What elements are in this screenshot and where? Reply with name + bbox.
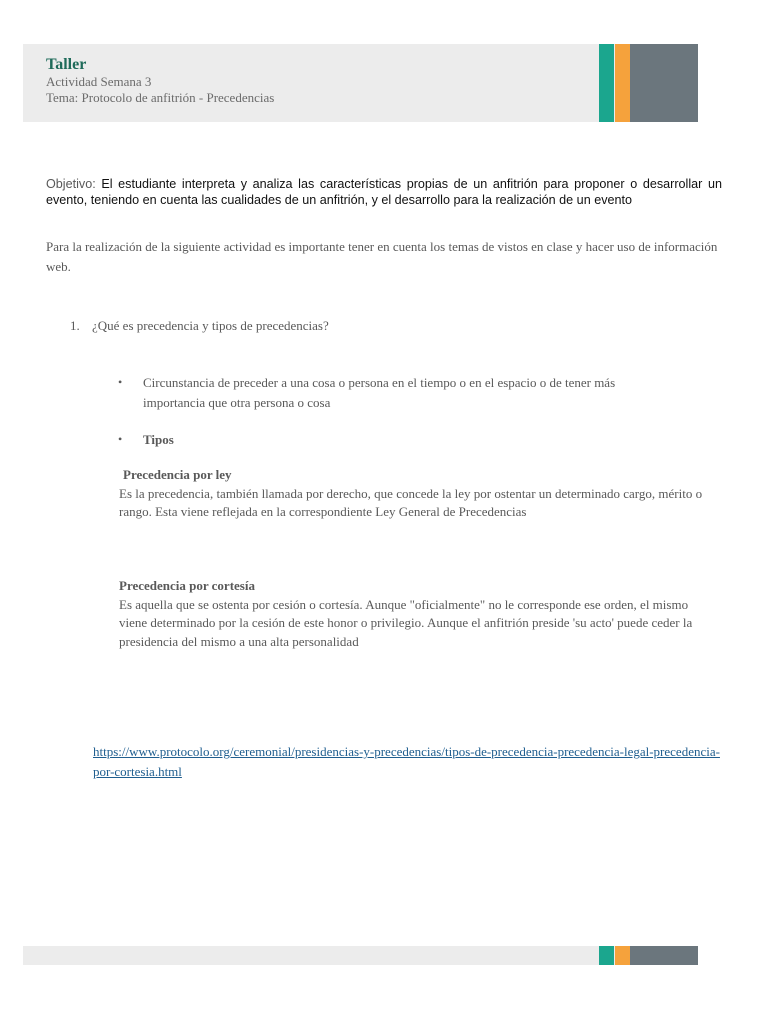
definition-bullet	[118, 373, 678, 412]
objective-text: El estudiante interpreta y analiza las características propias de un anfitrión para proponer o desarrollar un evento, teniendo en cuenta las cualidades de un anfitrión, y el desarrollo para la realización de un evento	[46, 177, 722, 207]
bullet-marker: •	[118, 375, 123, 389]
reference-link[interactable]: https://www.protocolo.org/ceremonial/presidencias-y-precedencias/tipos-de-precedencia-precedencia-legal-precedencia-por-cortesia.html	[93, 744, 720, 779]
topic-label: Tema: Protocolo de anfitrión - Precedencias	[46, 90, 275, 105]
types-heading: Tipos	[143, 432, 174, 447]
teal-accent-stripe	[599, 44, 614, 122]
footer-band	[23, 946, 698, 965]
activity-label: Actividad Semana 3	[46, 74, 152, 89]
section-title: Precedencia por cortesía	[119, 578, 255, 593]
section-precedence-by-courtesy	[119, 577, 719, 651]
teal-accent-stripe	[599, 946, 614, 965]
question-number: 1.	[70, 318, 80, 333]
definition-text: Circunstancia de preceder a una cosa o persona en el tiempo o en el espacio o de tener más importancia que otra persona o cosa	[143, 375, 616, 410]
orange-accent-stripe	[615, 946, 630, 965]
section-precedence-by-law	[119, 466, 719, 522]
gray-accent-block	[630, 946, 698, 965]
header-text-block	[46, 56, 274, 106]
header-band	[23, 44, 698, 122]
gray-accent-block	[630, 44, 698, 122]
types-bullet	[118, 430, 318, 450]
question-item	[70, 317, 329, 334]
section-title: Precedencia por ley	[123, 467, 232, 482]
bullet-marker: •	[118, 432, 123, 446]
section-body: Es aquella que se ostenta por cesión o cortesía. Aunque "oficialmente" no le corresponde ese orden, el mismo viene determinado por la cesión de este honor o privilegio. Aunque el anfitrión preside 'su acto' puede ceder la presidencia del mismo a una alta personalidad	[119, 596, 693, 649]
objective-label: Objetivo:	[46, 177, 102, 191]
orange-accent-stripe	[615, 44, 630, 122]
question-text: ¿Qué es precedencia y tipos de precedencias?	[92, 318, 329, 333]
intro-paragraph: Para la realización de la siguiente actividad es importante tener en cuenta los temas de vistos en clase y hacer uso de información web.	[46, 239, 718, 274]
objective-paragraph	[46, 176, 722, 208]
document-title: Taller	[46, 56, 87, 73]
section-body: Es la precedencia, también llamada por derecho, que concede la ley por ostentar un determinado cargo, mérito o rango. Esta viene reflejada en la correspondiente Ley General de Precedencias	[119, 485, 703, 519]
